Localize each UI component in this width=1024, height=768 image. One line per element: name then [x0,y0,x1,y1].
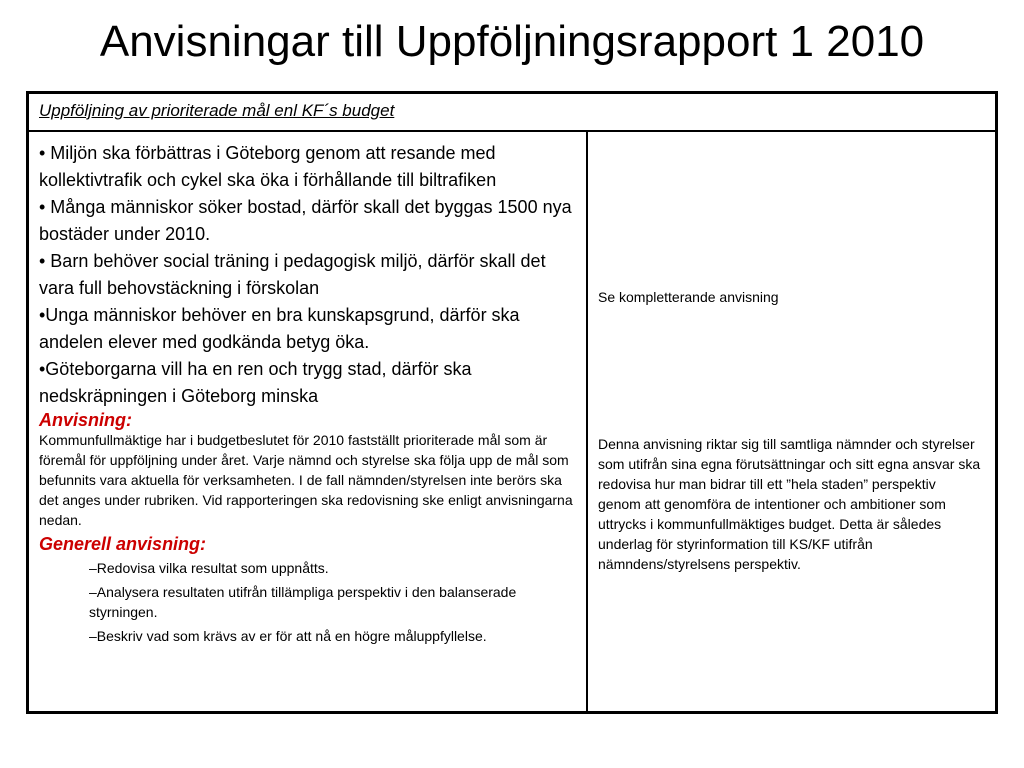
anvisning-text: Kommunfullmäktige har i budgetbeslutet för 2010 fastställt prioriterade mål som är föremål för uppföljning under året. Varje nämnd och styrelse ska följa upp de mål som befunnits vara aktuella för verksamheten. I de fall nämnden/styrelsen inte berörs ska det anges under rubriken. Vid rapporteringen ska redovisning ske enligt anvisningarna nedan. [39,432,573,528]
instruction-item: –Redovisa vilka resultat som uppnåtts. [89,560,329,576]
slide-title: Anvisningar till Uppföljningsrapport 1 2010 [99,17,925,66]
goals-column [29,132,588,711]
table-header: Uppföljning av prioriterade mål enl KF´s budget [29,94,995,132]
instruction-item: –Analysera resultaten utifrån tillämpliga perspektiv i den balanserade styrningen. [89,584,517,620]
goal-item: • Barn behöver social träning i pedagogisk miljö, därför skall det vara full behovstäckning i förskolan [39,251,546,298]
goal-item: •Göteborgarna vill ha en ren och trygg stad, därför ska nedskräpningen i Göteborg minska [39,359,472,406]
follow-up-table [26,91,998,714]
notes-column [588,132,995,711]
goal-item: • Miljön ska förbättras i Göteborg genom att resande med kollektivtrafik och cykel ska öka i förhållande till biltrafiken [39,143,497,190]
goal-item: • Många människor söker bostad, därför skall det byggas 1500 nya bostäder under 2010. [39,197,572,244]
see-supplementary-note: Se kompletterande anvisning [598,289,779,305]
goal-item: •Unga människor behöver en bra kunskapsgrund, därför ska andelen elever med godkända betyg öka. [39,305,520,352]
instruction-item: –Beskriv vad som krävs av er för att nå en högre måluppfyllelse. [89,628,487,644]
instruction-description: Denna anvisning riktar sig till samtliga nämnder och styrelser som utifrån sina egna förutsättningar och sitt egna ansvar ska redovisa hur man bidrar till ett ”hela staden” perspektiv genom att genomföra de intentioner och ambitioner som uttrycks i kommunfullmäktiges budget. Detta är således underlag för styrinformation till KS/KF utifrån nämndens/styrelsens perspektiv. [598,436,981,572]
anvisning-heading: Anvisning: [39,410,132,430]
goals-list [39,140,576,410]
generell-anvisning-heading: Generell anvisning: [39,534,207,554]
instruction-list [39,558,576,646]
